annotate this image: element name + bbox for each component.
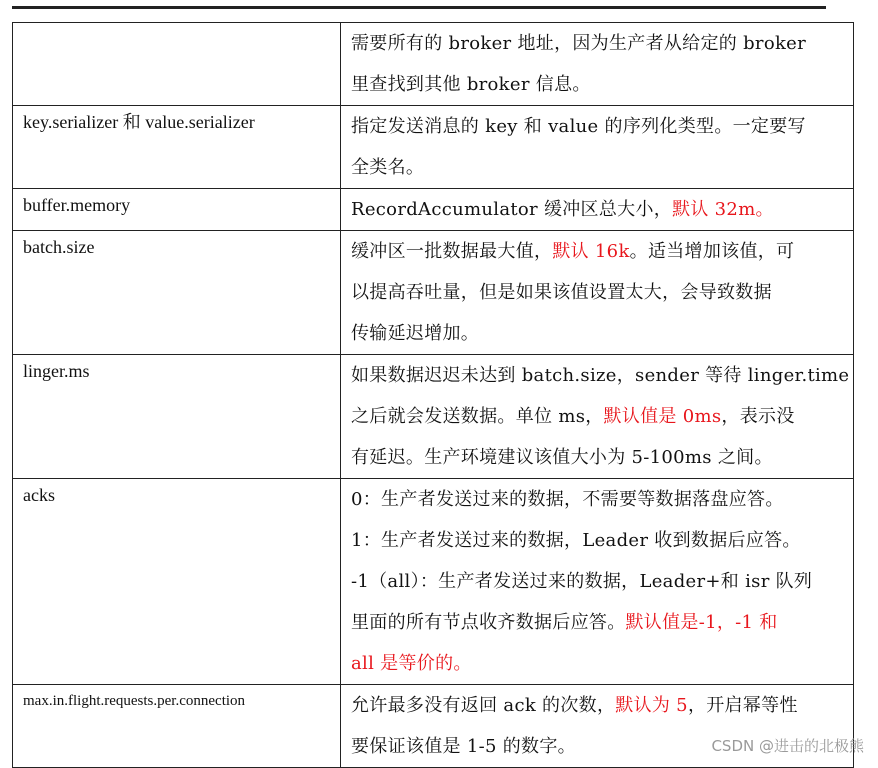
table-row [13, 355, 854, 479]
description-text: 允许最多没有返回 ack 的次数， [351, 695, 616, 716]
param-description-cell [341, 189, 854, 231]
param-name-cell: max.in.flight.requests.per.connection [13, 685, 341, 768]
description-line [351, 147, 843, 188]
description-text: -1（all）：生产者发送过来的数据，Leader+和 isr 队列 [351, 571, 813, 592]
default-value-highlight: 默认值是-1，-1 和 [625, 612, 778, 633]
table-row [13, 23, 854, 106]
description-text: ，开启幂等性 [687, 695, 798, 716]
param-name-cell [13, 23, 341, 106]
description-text: 里查找到其他 broker 信息。 [351, 74, 591, 95]
description-text: 以提高吞吐量，但是如果该值设置太大，会导致数据 [351, 282, 772, 303]
description-text: ，表示没 [721, 406, 795, 427]
description-line [351, 189, 843, 230]
default-value-highlight: 默认 16k [552, 241, 630, 262]
description-line [351, 355, 850, 396]
param-name-cell: buffer.memory [13, 189, 341, 231]
description-text: 0：生产者发送过来的数据，不需要等数据落盘应答。 [351, 489, 784, 510]
description-text: 全类名。 [351, 157, 425, 178]
param-description-cell [341, 106, 854, 189]
top-rule [12, 6, 826, 9]
description-text: 如果数据迟迟未达到 batch.size，sender 等待 linger.time [351, 365, 850, 386]
table-row [13, 106, 854, 189]
table-body [13, 23, 854, 768]
param-name-cell: acks [13, 479, 341, 685]
description-line [351, 106, 843, 147]
description-line [351, 643, 843, 684]
description-text: RecordAccumulator 缓冲区总大小， [351, 199, 673, 220]
description-text: 缓冲区一批数据最大值， [351, 241, 553, 262]
description-text: 有延迟。生产环境建议该值大小为 5-100ms 之间。 [351, 447, 773, 468]
description-line [351, 231, 843, 272]
description-line [351, 685, 843, 726]
description-text: 里面的所有节点收齐数据后应答。 [351, 612, 626, 633]
description-text: 之后就会发送数据。单位 ms， [351, 406, 604, 427]
param-description-cell [341, 23, 854, 106]
description-text: 需要所有的 broker 地址，因为生产者从给定的 broker [351, 33, 807, 54]
param-name-cell: key.serializer 和 value.serializer [13, 106, 341, 189]
description-text: 传输延迟增加。 [351, 323, 480, 344]
default-value-highlight: all 是等价的。 [351, 653, 472, 674]
param-description-cell [341, 231, 854, 355]
description-line [351, 520, 843, 561]
description-line [351, 602, 843, 643]
description-line [351, 561, 843, 602]
param-name-cell: linger.ms [13, 355, 341, 479]
param-description-cell [341, 355, 854, 479]
description-line [351, 437, 843, 478]
param-name-cell: batch.size [13, 231, 341, 355]
default-value-highlight: 默认值是 0ms [603, 406, 722, 427]
table-row [13, 189, 854, 231]
description-line [351, 23, 843, 64]
description-text: 。适当增加该值，可 [629, 241, 795, 262]
param-description-cell [341, 479, 854, 685]
watermark: CSDN @进击的北极熊 [711, 737, 864, 755]
description-line [351, 479, 843, 520]
table-row [13, 231, 854, 355]
producer-params-table [12, 22, 854, 768]
default-value-highlight: 默认 32m。 [672, 199, 774, 220]
description-line [351, 313, 843, 354]
description-line [351, 64, 843, 105]
description-text: 要保证该值是 1-5 的数字。 [351, 736, 576, 757]
description-text: 1：生产者发送过来的数据，Leader 收到数据后应答。 [351, 530, 801, 551]
description-text: 指定发送消息的 key 和 value 的序列化类型。一定要写 [351, 116, 806, 137]
default-value-highlight: 默认为 5 [615, 695, 688, 716]
description-line [351, 272, 843, 313]
description-line [351, 396, 843, 437]
table-row [13, 479, 854, 685]
